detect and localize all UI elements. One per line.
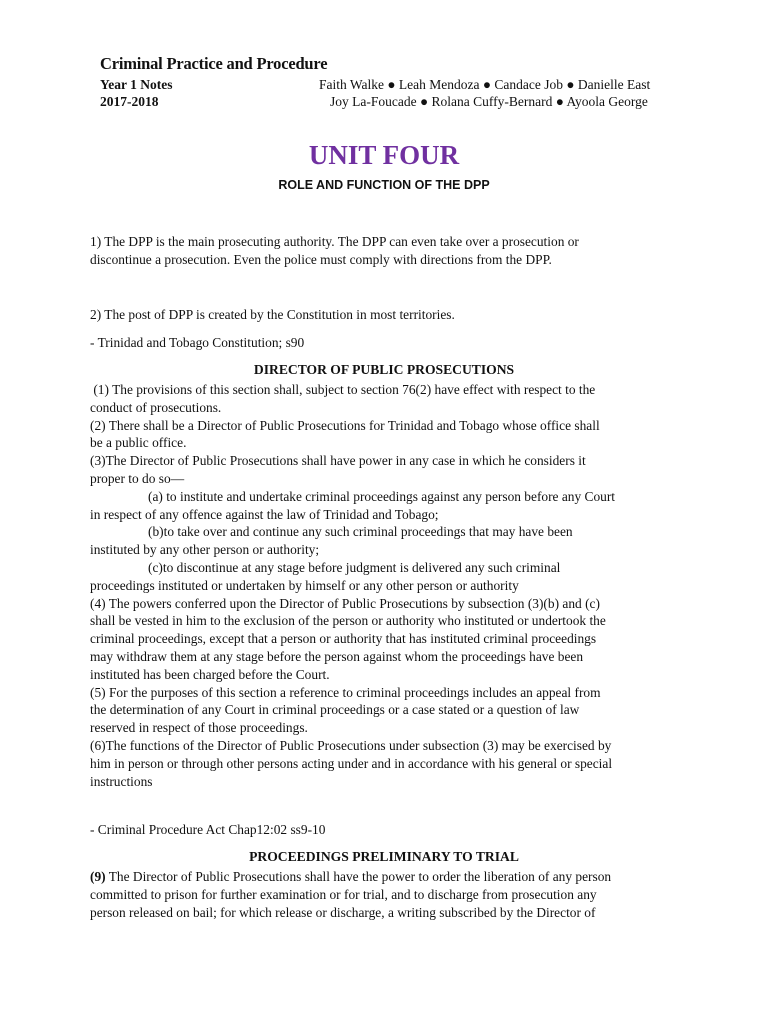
section-trial-body — [90, 868, 680, 921]
text-line: (a) to institute and undertake criminal proceedings against any person before any Court — [148, 488, 616, 504]
text-line: person released on bail; for which release or discharge, a writing subscribed by the Director of — [90, 904, 596, 920]
section-heading-trial: PROCEEDINGS PRELIMINARY TO TRIAL — [249, 849, 519, 864]
text-line: instituted has been charged before the Court. — [90, 666, 330, 682]
text-line: (1) The provisions of this section shall, subject to section 76(2) have effect with respect to the — [90, 382, 596, 397]
text-line: him in person or through other persons acting under and in accordance with his general or special — [90, 755, 613, 771]
text-line: shall be vested in him to the exclusion of the person or authority who instituted or undertook the — [90, 613, 606, 629]
unit-subtitle: ROLE AND FUNCTION OF THE DPP — [278, 178, 490, 192]
text-run: The Director of Public Prosecutions shall have the power to order the liberation of any person — [105, 869, 612, 884]
text-line: in respect of any offence against the law of Trinidad and Tobago; — [90, 506, 439, 522]
text-line: (2) There shall be a Director of Public Prosecutions for Trinidad and Tobago whose office shall — [90, 417, 600, 433]
intro-point-1-line: discontinue a prosecution. Even the police must comply with directions from the DPP. — [90, 251, 552, 267]
section-number: (9) — [90, 869, 106, 884]
text-line: (b)to take over and continue any such criminal proceedings that may have been — [148, 524, 573, 540]
course-title: Criminal Practice and Procedure — [100, 54, 328, 73]
year-range: 2017-2018 — [100, 94, 159, 109]
text-line: (5) For the purposes of this section a reference to criminal proceedings includes an appeal from — [90, 684, 601, 700]
text-line: committed to prison for further examination or for trial, and to discharge from prosecution any — [90, 886, 597, 902]
source-criminal-procedure-act: - Criminal Procedure Act Chap12:02 ss9-10 — [90, 822, 326, 837]
text-line: be a public office. — [90, 435, 187, 451]
authors-line-1: Faith Walke ● Leah Mendoza ● Candace Job ● Danielle East — [319, 77, 651, 92]
intro-point-1 — [90, 233, 680, 269]
text-line: (c)to discontinue at any stage before judgment is delivered any such criminal — [148, 559, 561, 575]
source-constitution: - Trinidad and Tobago Constitution; s90 — [90, 335, 305, 350]
section-dpp-body — [90, 381, 680, 790]
section-heading-dpp: DIRECTOR OF PUBLIC PROSECUTIONS — [253, 362, 515, 377]
text-line: (4) The powers conferred upon the Director of Public Prosecutions by subsection (3)(b) and (c) — [90, 595, 600, 611]
text-line: instituted by any other person or authority; — [90, 542, 320, 558]
intro-point-2: 2) The post of DPP is created by the Constitution in most territories. — [90, 307, 455, 322]
text-line: conduct of prosecutions. — [90, 399, 222, 415]
text-line: (3)The Director of Public Prosecutions shall have power in any case in which he considers it — [90, 453, 586, 469]
text-line — [90, 868, 680, 886]
text-line: may withdraw them at any stage before the person against whom the proceedings have been — [90, 648, 584, 664]
text-line: proper to do so— — [90, 470, 185, 486]
authors-line-2: Joy La-Foucade ● Rolana Cuffy-Bernard ● Ayoola George — [330, 94, 648, 109]
text-line: proceedings instituted or undertaken by himself or any other person or authority — [90, 577, 519, 593]
intro-point-1-line: 1) The DPP is the main prosecuting authority. The DPP can even take over a prosecution or — [90, 234, 579, 249]
text-line: the determination of any Court in criminal proceedings or a case stated or a question of law — [90, 702, 580, 718]
text-line: reserved in respect of those proceedings. — [90, 720, 308, 736]
unit-title: UNIT FOUR — [308, 140, 460, 170]
text-line: criminal proceedings, except that a person or authority that has instituted criminal proceedings — [90, 631, 597, 647]
year-label: Year 1 Notes — [100, 77, 173, 92]
text-line: instructions — [90, 773, 153, 789]
text-line: (6)The functions of the Director of Public Prosecutions under subsection (3) may be exercised by — [90, 737, 612, 753]
